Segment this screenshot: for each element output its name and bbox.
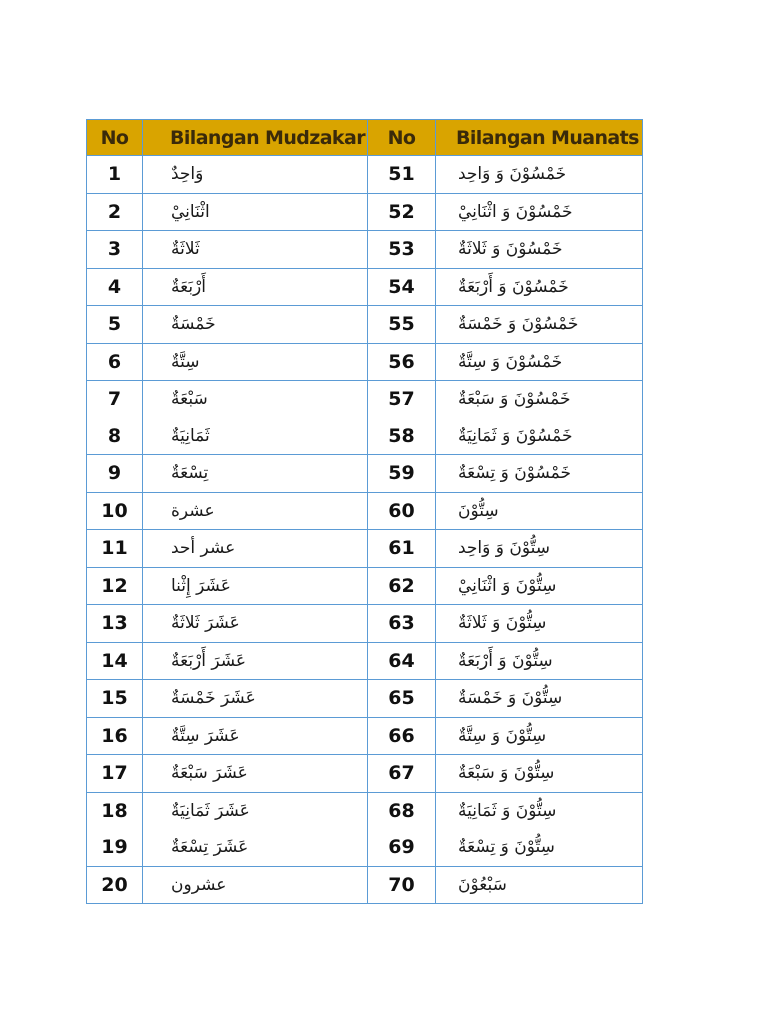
mudzakar-arabic-cell — [143, 231, 368, 269]
muanats-arabic-cell — [436, 156, 643, 194]
muanats-arabic-cell — [436, 418, 643, 455]
mudzakar-arabic-cell — [143, 605, 368, 643]
muanats-arabic-word: خَمْسُوْنَ وَ اثْنَانِيْ — [458, 201, 573, 222]
muanats-arabic-cell — [436, 306, 643, 344]
muanats-number: 69 — [368, 829, 436, 866]
mudzakar-arabic-word: اثْنَانِيْ — [171, 201, 210, 222]
mudzakar-arabic-word: عَشَرَ سِتَّةٌ — [171, 725, 240, 746]
table-row — [87, 156, 643, 194]
table-row — [87, 381, 643, 418]
muanats-number: 64 — [368, 642, 436, 680]
muanats-arabic-cell — [436, 567, 643, 605]
mudzakar-arabic-cell — [143, 866, 368, 904]
mudzakar-arabic-cell — [143, 792, 368, 829]
muanats-number: 68 — [368, 792, 436, 829]
mudzakar-number: 2 — [87, 193, 143, 231]
muanats-arabic-cell — [436, 492, 643, 530]
muanats-arabic-word: خَمْسُوْنَ وَ سَبْعَةٌ — [458, 389, 571, 410]
mudzakar-arabic-cell — [143, 193, 368, 231]
table-row — [87, 829, 643, 866]
muanats-number: 67 — [368, 755, 436, 793]
muanats-number: 59 — [368, 455, 436, 493]
mudzakar-number: 10 — [87, 492, 143, 530]
muanats-number: 63 — [368, 605, 436, 643]
mudzakar-arabic-word: سِتَّةٌ — [171, 351, 200, 372]
muanats-arabic-word: سِتُّوْنَ وَ وَاحِد — [458, 538, 551, 559]
mudzakar-arabic-word: عشرة — [171, 500, 215, 521]
muanats-number: 61 — [368, 530, 436, 568]
muanats-arabic-word: سِتُّوْنَ وَ ثَمَانِيَةٌ — [458, 800, 557, 821]
muanats-arabic-word: سِتُّوْنَ — [458, 500, 499, 521]
muanats-arabic-word: سِتُّوْنَ وَ ثَلاثَةٌ — [458, 613, 547, 634]
muanats-arabic-word: خَمْسُوْنَ وَ سِتَّةٌ — [458, 351, 563, 372]
header-bilangan-mudzakar: Bilangan Mudzakar — [143, 120, 368, 156]
mudzakar-number: 1 — [87, 156, 143, 194]
mudzakar-arabic-cell — [143, 455, 368, 493]
muanats-number: 55 — [368, 306, 436, 344]
mudzakar-number: 15 — [87, 680, 143, 718]
mudzakar-number: 19 — [87, 829, 143, 866]
mudzakar-arabic-word: خَمْسَةٌ — [171, 314, 216, 335]
mudzakar-arabic-word: عَشَرَ إِثْنا — [171, 575, 231, 596]
mudzakar-number: 11 — [87, 530, 143, 568]
table-row — [87, 455, 643, 493]
mudzakar-arabic-cell — [143, 156, 368, 194]
muanats-arabic-cell — [436, 530, 643, 568]
muanats-arabic-word: سَبْعُوْنَ — [458, 874, 507, 895]
table-row — [87, 755, 643, 793]
table-row — [87, 492, 643, 530]
mudzakar-arabic-cell — [143, 418, 368, 455]
mudzakar-number: 7 — [87, 381, 143, 418]
muanats-arabic-word: سِتُّوْنَ وَ سِتَّةٌ — [458, 725, 547, 746]
table-row — [87, 792, 643, 829]
mudzakar-arabic-cell — [143, 567, 368, 605]
mudzakar-arabic-cell — [143, 381, 368, 418]
muanats-number: 51 — [368, 156, 436, 194]
header-no-left: No — [87, 120, 143, 156]
mudzakar-number: 13 — [87, 605, 143, 643]
muanats-arabic-cell — [436, 605, 643, 643]
muanats-number: 70 — [368, 866, 436, 904]
mudzakar-arabic-word: عشر أحد — [171, 538, 236, 559]
mudzakar-number: 4 — [87, 268, 143, 306]
muanats-arabic-word: خَمْسُوْنَ وَ ثَلاثَةٌ — [458, 239, 563, 260]
muanats-arabic-cell — [436, 642, 643, 680]
mudzakar-arabic-word: تِسْعَةٌ — [171, 463, 209, 484]
mudzakar-arabic-cell — [143, 306, 368, 344]
muanats-arabic-cell — [436, 680, 643, 718]
mudzakar-number: 8 — [87, 418, 143, 455]
mudzakar-arabic-word: عشرون — [171, 874, 227, 895]
mudzakar-number: 12 — [87, 567, 143, 605]
mudzakar-arabic-word: عَشَرَ خَمْسَةٌ — [171, 688, 256, 709]
mudzakar-arabic-cell — [143, 717, 368, 755]
mudzakar-number: 20 — [87, 866, 143, 904]
mudzakar-number: 17 — [87, 755, 143, 793]
mudzakar-number: 5 — [87, 306, 143, 344]
mudzakar-number: 16 — [87, 717, 143, 755]
muanats-number: 54 — [368, 268, 436, 306]
muanats-arabic-word: خَمْسُوْنَ وَ ثَمَانِيَةٌ — [458, 425, 573, 446]
muanats-arabic-word: سِتُّوْنَ وَ اثْنَانِيْ — [458, 575, 557, 596]
muanats-arabic-cell — [436, 343, 643, 381]
header-no-right: No — [368, 120, 436, 156]
mudzakar-arabic-cell — [143, 492, 368, 530]
table-row — [87, 530, 643, 568]
mudzakar-arabic-cell — [143, 343, 368, 381]
muanats-arabic-cell — [436, 866, 643, 904]
table-row — [87, 567, 643, 605]
mudzakar-arabic-word: ثَلاثَةٌ — [171, 239, 200, 260]
arabic-numbers-table — [86, 119, 643, 904]
mudzakar-arabic-cell — [143, 755, 368, 793]
mudzakar-arabic-word: أَرْبَعَةٌ — [171, 276, 206, 297]
table-row — [87, 605, 643, 643]
muanats-arabic-word: خَمْسُوْنَ وَ أَرْبَعَةٌ — [458, 276, 569, 297]
muanats-arabic-cell — [436, 193, 643, 231]
muanats-arabic-word: سِتُّوْنَ وَ خَمْسَةٌ — [458, 688, 563, 709]
table-row — [87, 193, 643, 231]
muanats-arabic-cell — [436, 268, 643, 306]
mudzakar-number: 6 — [87, 343, 143, 381]
mudzakar-arabic-cell — [143, 680, 368, 718]
header-bilangan-muanats: Bilangan Muanats — [436, 120, 643, 156]
table-row — [87, 680, 643, 718]
muanats-arabic-word: خَمْسُوْنَ وَ خَمْسَةٌ — [458, 314, 579, 335]
muanats-number: 52 — [368, 193, 436, 231]
table-row — [87, 866, 643, 904]
muanats-number: 56 — [368, 343, 436, 381]
muanats-arabic-cell — [436, 792, 643, 829]
mudzakar-arabic-word: عَشَرَ ثَلاثَةٌ — [171, 613, 240, 634]
muanats-arabic-cell — [436, 829, 643, 866]
table-header-row — [87, 120, 643, 156]
muanats-number: 57 — [368, 381, 436, 418]
table-row — [87, 717, 643, 755]
table-row — [87, 306, 643, 344]
table-body — [87, 156, 643, 904]
table-row — [87, 642, 643, 680]
mudzakar-arabic-word: عَشَرَ تِسْعَةٌ — [171, 837, 249, 858]
mudzakar-number: 14 — [87, 642, 143, 680]
table-row — [87, 418, 643, 455]
mudzakar-arabic-cell — [143, 268, 368, 306]
table-row — [87, 343, 643, 381]
mudzakar-arabic-word: عَشَرَ أَرْبَعَةٌ — [171, 650, 247, 671]
mudzakar-arabic-cell — [143, 642, 368, 680]
muanats-arabic-cell — [436, 381, 643, 418]
muanats-number: 53 — [368, 231, 436, 269]
mudzakar-arabic-word: ثَمَانِيَةٌ — [171, 425, 210, 446]
muanats-number: 66 — [368, 717, 436, 755]
muanats-number: 65 — [368, 680, 436, 718]
muanats-arabic-cell — [436, 717, 643, 755]
muanats-number: 58 — [368, 418, 436, 455]
mudzakar-arabic-word: عَشَرَ ثَمَانِيَةٌ — [171, 800, 250, 821]
mudzakar-number: 9 — [87, 455, 143, 493]
muanats-arabic-cell — [436, 755, 643, 793]
muanats-arabic-cell — [436, 455, 643, 493]
muanats-arabic-word: سِتُّوْنَ وَ تِسْعَةٌ — [458, 837, 555, 858]
muanats-arabic-word: سِتُّوْنَ وَ سَبْعَةٌ — [458, 763, 555, 784]
muanats-arabic-word: خَمْسُوْنَ وَ وَاحِد — [458, 164, 567, 185]
table-row — [87, 231, 643, 269]
muanats-arabic-word: خَمْسُوْنَ وَ تِسْعَةٌ — [458, 463, 571, 484]
muanats-arabic-word: سِتُّوْنَ وَ أَرْبَعَةٌ — [458, 650, 553, 671]
muanats-number: 62 — [368, 567, 436, 605]
muanats-number: 60 — [368, 492, 436, 530]
mudzakar-arabic-cell — [143, 530, 368, 568]
mudzakar-number: 3 — [87, 231, 143, 269]
mudzakar-number: 18 — [87, 792, 143, 829]
table-row — [87, 268, 643, 306]
mudzakar-arabic-word: وَاحِدٌ — [171, 164, 204, 185]
mudzakar-arabic-word: سَبْعَةٌ — [171, 389, 208, 410]
mudzakar-arabic-cell — [143, 829, 368, 866]
muanats-arabic-cell — [436, 231, 643, 269]
mudzakar-arabic-word: عَشَرَ سَبْعَةٌ — [171, 763, 248, 784]
